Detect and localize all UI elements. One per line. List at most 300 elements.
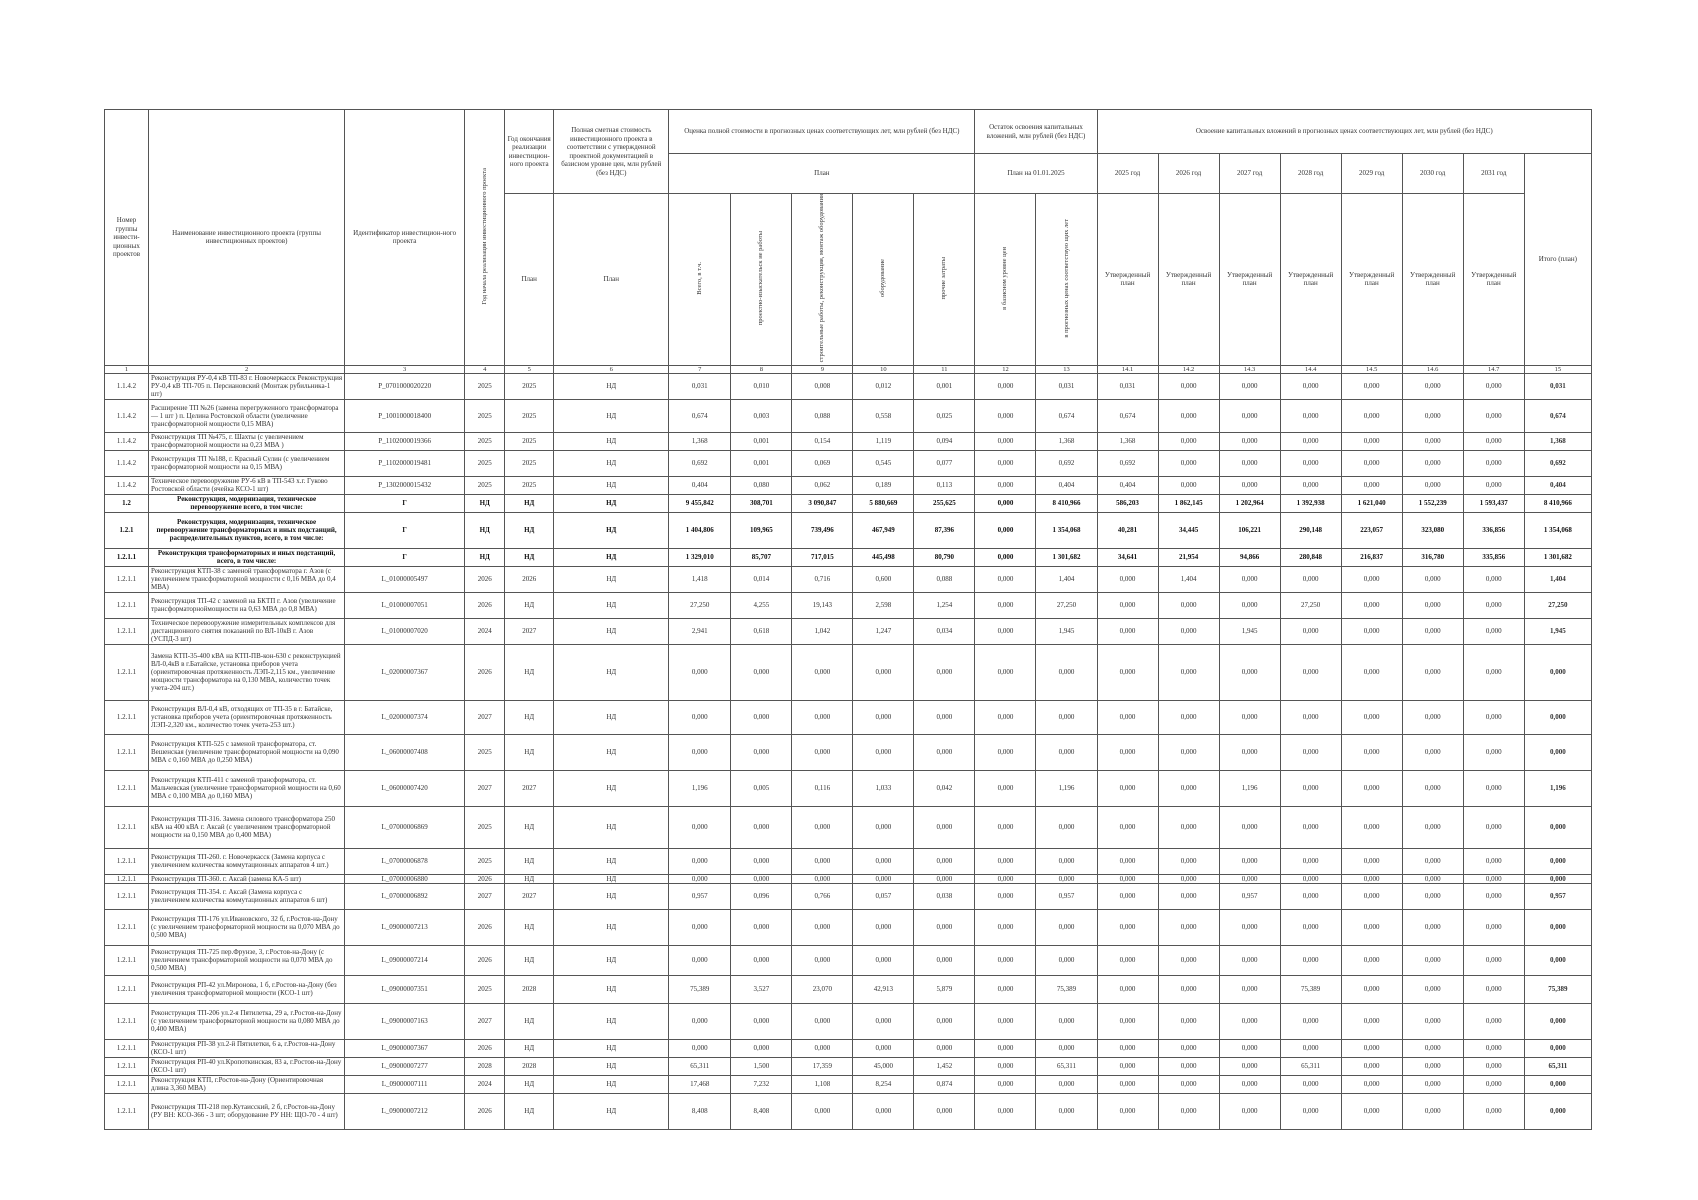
value-cell: 0,000 <box>1158 874 1219 883</box>
total-value-cell: 0,000 <box>1524 909 1591 945</box>
value-cell: 0,000 <box>1463 618 1524 644</box>
header-year-2028: 2028 год <box>1280 154 1341 194</box>
value-cell: 0,000 <box>1219 806 1280 848</box>
value-cell: 0,000 <box>1463 770 1524 806</box>
value-cell: 0,000 <box>975 848 1036 874</box>
estimate-cost-cell: НД <box>554 734 669 770</box>
end-year-cell: 2027 <box>505 618 554 644</box>
value-cell: 0,000 <box>1402 476 1463 494</box>
project-name-cell: Реконструкция РП-40 ул.Кропоткинская, 83 а, г.Ростов-на-Дону (КСО-1 шт) <box>149 1057 345 1075</box>
project-name-cell: Реконструкция ТП №475, г. Шахты (с увеличением трансформаторной мощности на 0,23 МВА ) <box>149 432 345 450</box>
value-cell: 0,000 <box>1097 1075 1158 1093</box>
total-value-cell: 1,368 <box>1524 432 1591 450</box>
column-number: 6 <box>554 365 669 373</box>
value-cell: 1,404 <box>1036 566 1097 592</box>
value-cell: 0,000 <box>1463 476 1524 494</box>
project-name-cell: Реконструкция ТП-316. Замена силового трансформатора 250 кВА на 400 кВА г. Аксай (с увеличением трансформаторной мощности на 0,150 МВА до 0,400 МВА) <box>149 806 345 848</box>
value-cell: 0,000 <box>1341 566 1402 592</box>
table-row <box>105 566 1592 592</box>
header-year-2026: 2026 год <box>1158 154 1219 194</box>
project-name-cell: Реконструкция РУ-0,4 кВ ТП-83 г. Новочеркасск Реконструкция РУ-0,4 кВ ТП-705 п. Персиановский (Монтаж рубильника-1 шт) <box>149 373 345 399</box>
value-cell: 0,000 <box>1280 848 1341 874</box>
value-cell: 1,033 <box>853 770 914 806</box>
value-cell: 0,000 <box>975 874 1036 883</box>
value-cell: 0,000 <box>1463 373 1524 399</box>
value-cell: 739,496 <box>792 512 853 548</box>
value-cell: 0,000 <box>1097 566 1158 592</box>
project-name-cell: Техническое перевооружение РУ-6 кВ в ТП-543 х.г. Гуково Ростовской области (ячейка КСО-1 шт) <box>149 476 345 494</box>
header-cost-other: прочие затраты <box>914 194 975 366</box>
value-cell: 34,641 <box>1097 548 1158 566</box>
value-cell: 106,221 <box>1219 512 1280 548</box>
total-value-cell: 0,000 <box>1524 734 1591 770</box>
value-cell: 216,837 <box>1341 548 1402 566</box>
estimate-cost-cell: НД <box>554 566 669 592</box>
value-cell: 0,000 <box>975 806 1036 848</box>
table-row <box>105 644 1592 700</box>
estimate-cost-cell: НД <box>554 848 669 874</box>
value-cell: 0,000 <box>975 566 1036 592</box>
end-year-cell: 2025 <box>505 399 554 432</box>
value-cell: 0,000 <box>975 700 1036 734</box>
estimate-cost-cell: НД <box>554 883 669 909</box>
value-cell: 223,057 <box>1341 512 1402 548</box>
value-cell: 1,196 <box>669 770 731 806</box>
end-year-cell: 2025 <box>505 432 554 450</box>
project-name-cell: Техническое перевооружение измерительных комплексов для дистанционного снятия показаний по ВЛ-10кВ г. Азов (УСПД-3 шт) <box>149 618 345 644</box>
value-cell: 0,000 <box>975 618 1036 644</box>
value-cell: 0,038 <box>914 883 975 909</box>
project-id-cell: L_09000007111 <box>345 1075 465 1093</box>
value-cell: 0,000 <box>1341 1093 1402 1129</box>
value-cell: 0,000 <box>792 1003 853 1039</box>
group-number-cell: 1.2.1.1 <box>105 770 149 806</box>
value-cell: 0,000 <box>1219 874 1280 883</box>
value-cell: 0,000 <box>1097 909 1158 945</box>
estimate-cost-cell: НД <box>554 1057 669 1075</box>
value-cell: 0,000 <box>1402 734 1463 770</box>
estimate-cost-cell: НД <box>554 373 669 399</box>
value-cell: 0,000 <box>1463 1057 1524 1075</box>
value-cell: 0,545 <box>853 450 914 476</box>
value-cell: 717,015 <box>792 548 853 566</box>
end-year-cell: НД <box>505 806 554 848</box>
end-year-cell: 2028 <box>505 975 554 1003</box>
value-cell: 0,000 <box>1158 618 1219 644</box>
table-row <box>105 874 1592 883</box>
project-id-cell: L_07000006892 <box>345 883 465 909</box>
value-cell: 0,000 <box>1402 566 1463 592</box>
project-name-cell: Реконструкция КТП-411 с заменой трансформатора, ст. Мальчевская (увеличение трансформаторной мощности на 0,60 МВА с 0,100 МВА до 0,160 МВА) <box>149 770 345 806</box>
value-cell: 0,000 <box>1036 909 1097 945</box>
table-row <box>105 1093 1592 1129</box>
end-year-cell: НД <box>505 909 554 945</box>
header-year-2025: 2025 год <box>1097 154 1158 194</box>
start-year-cell: 2025 <box>465 848 505 874</box>
total-value-cell: 1,945 <box>1524 618 1591 644</box>
end-year-cell: НД <box>505 1075 554 1093</box>
value-cell: 0,000 <box>669 1003 731 1039</box>
value-cell: 0,000 <box>1158 399 1219 432</box>
value-cell: 0,000 <box>1219 476 1280 494</box>
table-row <box>105 592 1592 618</box>
project-name-cell: Реконструкция ТП-354. г. Аксай (Замена корпуса с увеличением количества коммутационных аппаратов 6 шт) <box>149 883 345 909</box>
value-cell: 0,001 <box>731 450 792 476</box>
value-cell: 0,000 <box>1402 1075 1463 1093</box>
header-cost-equipment: оборудование <box>853 194 914 366</box>
value-cell: 0,096 <box>731 883 792 909</box>
value-cell: 0,000 <box>1341 874 1402 883</box>
value-cell: 0,000 <box>853 1003 914 1039</box>
group-number-cell: 1.2.1.1 <box>105 975 149 1003</box>
start-year-cell: 2027 <box>465 770 505 806</box>
start-year-cell: 2025 <box>465 399 505 432</box>
value-cell: 23,070 <box>792 975 853 1003</box>
start-year-cell: 2028 <box>465 1057 505 1075</box>
start-year-cell: 2027 <box>465 1003 505 1039</box>
value-cell: 0,000 <box>731 644 792 700</box>
value-cell: 336,856 <box>1463 512 1524 548</box>
value-cell: 0,957 <box>1219 883 1280 909</box>
value-cell: 0,069 <box>792 450 853 476</box>
value-cell: 1,042 <box>792 618 853 644</box>
start-year-cell: 2027 <box>465 700 505 734</box>
value-cell: 0,674 <box>1097 399 1158 432</box>
project-id-cell: P_1302000015432 <box>345 476 465 494</box>
group-number-cell: 1.2.1.1 <box>105 618 149 644</box>
value-cell: 0,000 <box>1280 874 1341 883</box>
value-cell: 94,866 <box>1219 548 1280 566</box>
group-number-cell: 1.2.1.1 <box>105 806 149 848</box>
project-id-cell: L_09000007214 <box>345 945 465 975</box>
header-approved-plan: Утвержденный план <box>1219 194 1280 366</box>
value-cell: 0,000 <box>1463 644 1524 700</box>
value-cell: 0,000 <box>1036 874 1097 883</box>
value-cell: 109,965 <box>731 512 792 548</box>
value-cell: 0,000 <box>853 806 914 848</box>
project-id-cell: L_02000007374 <box>345 700 465 734</box>
value-cell: 0,062 <box>792 476 853 494</box>
value-cell: 0,000 <box>1463 909 1524 945</box>
value-cell: 0,000 <box>669 700 731 734</box>
estimate-cost-cell: НД <box>554 1093 669 1129</box>
value-cell: 0,000 <box>1280 1039 1341 1057</box>
value-cell: 0,077 <box>914 450 975 476</box>
table-row <box>105 883 1592 909</box>
value-cell: 0,674 <box>1036 399 1097 432</box>
value-cell: 0,000 <box>1463 1075 1524 1093</box>
estimate-cost-cell: НД <box>554 592 669 618</box>
project-name-cell: Реконструкция КТП, г.Ростов-на-Дону (Ориентировочная длина 3,360 МВА) <box>149 1075 345 1093</box>
value-cell: 0,000 <box>1341 476 1402 494</box>
value-cell: 0,000 <box>1280 373 1341 399</box>
value-cell: 9 455,842 <box>669 494 731 512</box>
value-cell: 8,408 <box>669 1093 731 1129</box>
total-value-cell: 0,031 <box>1524 373 1591 399</box>
value-cell: 0,031 <box>669 373 731 399</box>
group-number-cell: 1.2.1.1 <box>105 644 149 700</box>
header-start-year: Год начала реализации инвестиционного проекта <box>465 110 505 366</box>
end-year-cell: 2025 <box>505 450 554 476</box>
project-id-cell: P_1102000019366 <box>345 432 465 450</box>
start-year-cell: 2025 <box>465 975 505 1003</box>
table-body <box>105 373 1592 1129</box>
value-cell: 0,000 <box>731 874 792 883</box>
column-number: 14.2 <box>1158 365 1219 373</box>
value-cell: 1 329,010 <box>669 548 731 566</box>
table-row <box>105 1003 1592 1039</box>
value-cell: 1,196 <box>1219 770 1280 806</box>
value-cell: 0,404 <box>1036 476 1097 494</box>
value-cell: 0,000 <box>975 432 1036 450</box>
value-cell: 0,010 <box>731 373 792 399</box>
project-name-cell: Реконструкция ТП-725 пер.Фрунзе, 3, г.Ростов-на-Дону (с увеличением трансформаторной мощности на 0,070 МВА до 0,500 МВА) <box>149 945 345 975</box>
value-cell: 0,000 <box>1219 909 1280 945</box>
value-cell: 0,000 <box>731 1003 792 1039</box>
table-row <box>105 548 1592 566</box>
column-number: 12 <box>975 365 1036 373</box>
value-cell: 0,000 <box>914 1003 975 1039</box>
project-id-cell: P_1102000019481 <box>345 450 465 476</box>
estimate-cost-cell: НД <box>554 1075 669 1093</box>
project-id-cell: L_09000007277 <box>345 1057 465 1075</box>
value-cell: 17,468 <box>669 1075 731 1093</box>
column-number: 8 <box>731 365 792 373</box>
value-cell: 0,000 <box>1036 945 1097 975</box>
value-cell: 0,000 <box>975 1057 1036 1075</box>
start-year-cell: НД <box>465 494 505 512</box>
value-cell: 0,000 <box>1341 700 1402 734</box>
table-row <box>105 618 1592 644</box>
start-year-cell: НД <box>465 548 505 566</box>
value-cell: 0,000 <box>731 848 792 874</box>
value-cell: 0,000 <box>1402 399 1463 432</box>
total-value-cell: 0,000 <box>1524 1075 1591 1093</box>
start-year-cell: 2026 <box>465 644 505 700</box>
column-number: 5 <box>505 365 554 373</box>
end-year-cell: НД <box>505 512 554 548</box>
value-cell: 0,000 <box>1158 373 1219 399</box>
value-cell: 45,000 <box>853 1057 914 1075</box>
value-cell: 0,000 <box>1463 1039 1524 1057</box>
header-full-cost-plan: План <box>669 154 975 194</box>
value-cell: 0,000 <box>975 770 1036 806</box>
project-name-cell: Реконструкция РП-38 ул.2-й Пятилетки, 6 а, г.Ростов-на-Дону (КСО-1 шт) <box>149 1039 345 1057</box>
value-cell: 0,000 <box>1280 945 1341 975</box>
total-value-cell: 1 354,068 <box>1524 512 1591 548</box>
estimate-cost-cell: НД <box>554 1039 669 1057</box>
header-end-year-plan: План <box>505 194 554 366</box>
value-cell: 0,000 <box>1341 644 1402 700</box>
project-name-cell: Реконструкция ВЛ-0,4 кВ, отходящих от ТП-35 в г. Батайске, установка приборов учета (ориентировочная протяженность ЛЭП-2,320 км., количество точек учета-253 шт.) <box>149 700 345 734</box>
end-year-cell: 2025 <box>505 476 554 494</box>
value-cell: 0,000 <box>975 512 1036 548</box>
end-year-cell: НД <box>505 592 554 618</box>
value-cell: 0,000 <box>914 848 975 874</box>
value-cell: 5 880,669 <box>853 494 914 512</box>
estimate-cost-cell: НД <box>554 874 669 883</box>
project-name-cell: Реконструкция ТП-42 с заменой на БКТП г. Азов (увеличение трансформаторноймощности на 0,63 МВА до 0,8 МВА) <box>149 592 345 618</box>
value-cell: 0,000 <box>1097 1057 1158 1075</box>
table-row <box>105 476 1592 494</box>
value-cell: 87,396 <box>914 512 975 548</box>
investment-table-sheet <box>104 109 1592 1130</box>
end-year-cell: 2026 <box>505 566 554 592</box>
estimate-cost-cell: НД <box>554 700 669 734</box>
estimate-cost-cell: НД <box>554 476 669 494</box>
value-cell: 0,000 <box>1341 373 1402 399</box>
project-name-cell: Реконструкция ТП-206 ул.2-я Пятилетка, 29 а, г.Ростов-на-Дону (с увеличением трансформаторной мощности на 0,080 МВА до 0,400 МВА) <box>149 1003 345 1039</box>
value-cell: 1,452 <box>914 1057 975 1075</box>
value-cell: 27,250 <box>1036 592 1097 618</box>
value-cell: 0,034 <box>914 618 975 644</box>
table-row <box>105 373 1592 399</box>
column-number: 14.3 <box>1219 365 1280 373</box>
value-cell: 21,954 <box>1158 548 1219 566</box>
value-cell: 0,000 <box>1402 1057 1463 1075</box>
value-cell: 0,000 <box>1158 700 1219 734</box>
group-number-cell: 1.2.1.1 <box>105 945 149 975</box>
value-cell: 0,000 <box>975 883 1036 909</box>
total-value-cell: 0,000 <box>1524 874 1591 883</box>
header-end-year: Год окончания реализации инвестицион-ного проекта <box>505 110 554 194</box>
table-row <box>105 1075 1592 1093</box>
header-approved-plan: Утвержденный план <box>1097 194 1158 366</box>
value-cell: 0,000 <box>1341 909 1402 945</box>
project-name-cell: Реконструкция ТП-218 пер.Кутаисский, 2 б, г.Ростов-на-Дону (РУ ВН: КСО-366 - 3 шт; оборудование РУ НН: ЩО-70 - 4 шт) <box>149 1093 345 1129</box>
value-cell: 75,389 <box>1036 975 1097 1003</box>
value-cell: 0,000 <box>1036 1003 1097 1039</box>
value-cell: 0,000 <box>1158 945 1219 975</box>
value-cell: 0,000 <box>792 848 853 874</box>
value-cell: 0,000 <box>1158 592 1219 618</box>
value-cell: 0,000 <box>1280 432 1341 450</box>
value-cell: 0,000 <box>1402 644 1463 700</box>
value-cell: 0,000 <box>792 806 853 848</box>
value-cell: 0,000 <box>1463 399 1524 432</box>
value-cell: 0,080 <box>731 476 792 494</box>
start-year-cell: 2025 <box>465 806 505 848</box>
start-year-cell: 2027 <box>465 883 505 909</box>
header-group-number: Номер группы инвести-ционных проектов <box>105 110 149 366</box>
project-name-cell: Замена КТП-35-400 кВА на КТП-ПВ-кон-630 с реконструкцией ВЛ-0,4кВ в г.Батайске, установка приборов учета (ориентировочная протяженность ЛЭП-2,115 км., увеличение мощности трансформатора на 0,130 МВА, количество точек учета-204 шт.) <box>149 644 345 700</box>
header-capex: Освоение капитальных вложений в прогнозных ценах соответствующих лет, млн рублей (без НДС) <box>1097 110 1591 154</box>
value-cell: 0,000 <box>1097 700 1158 734</box>
value-cell: 0,000 <box>1097 734 1158 770</box>
start-year-cell: 2025 <box>465 734 505 770</box>
value-cell: 0,000 <box>853 644 914 700</box>
value-cell: 1,404 <box>1158 566 1219 592</box>
project-id-cell: L_09000007163 <box>345 1003 465 1039</box>
total-value-cell: 27,250 <box>1524 592 1591 618</box>
value-cell: 0,189 <box>853 476 914 494</box>
value-cell: 0,000 <box>1463 432 1524 450</box>
project-name-cell: Реконструкция ТП №188, г. Красный Сулин (с увеличением трансформаторной мощности на 0,15 МВА) <box>149 450 345 476</box>
value-cell: 0,154 <box>792 432 853 450</box>
group-number-cell: 1.2.1.1 <box>105 548 149 566</box>
project-name-cell: Реконструкция ТП-176 ул.Ивановского, 32 б, г.Ростов-на-Дону (с увеличением трансформаторной мощности на 0,070 МВА до 0,500 МВА) <box>149 909 345 945</box>
column-number: 14.7 <box>1463 365 1524 373</box>
value-cell: 1 202,964 <box>1219 494 1280 512</box>
value-cell: 0,000 <box>853 945 914 975</box>
value-cell: 0,000 <box>1402 373 1463 399</box>
value-cell: 1 404,806 <box>669 512 731 548</box>
group-number-cell: 1.2.1.1 <box>105 1003 149 1039</box>
value-cell: 0,000 <box>853 1093 914 1129</box>
value-cell: 27,250 <box>669 592 731 618</box>
start-year-cell: 2024 <box>465 1075 505 1093</box>
value-cell: 3 090,847 <box>792 494 853 512</box>
value-cell: 0,000 <box>1402 909 1463 945</box>
value-cell: 0,000 <box>914 874 975 883</box>
table-row <box>105 432 1592 450</box>
end-year-cell: 2027 <box>505 883 554 909</box>
value-cell: 0,001 <box>731 432 792 450</box>
value-cell: 0,000 <box>731 806 792 848</box>
value-cell: 0,000 <box>669 1039 731 1057</box>
value-cell: 316,780 <box>1402 548 1463 566</box>
project-id-cell: P_1001000018400 <box>345 399 465 432</box>
column-number: 13 <box>1036 365 1097 373</box>
project-id-cell: L_06000007420 <box>345 770 465 806</box>
value-cell: 0,000 <box>1219 566 1280 592</box>
total-value-cell: 0,000 <box>1524 945 1591 975</box>
value-cell: 308,701 <box>731 494 792 512</box>
table-row <box>105 770 1592 806</box>
total-value-cell: 0,000 <box>1524 1039 1591 1057</box>
value-cell: 0,000 <box>1402 975 1463 1003</box>
value-cell: 0,000 <box>1158 975 1219 1003</box>
header-year-2027: 2027 год <box>1219 154 1280 194</box>
value-cell: 1,196 <box>1036 770 1097 806</box>
value-cell: 0,000 <box>914 909 975 945</box>
header-approved-plan: Утвержденный план <box>1280 194 1341 366</box>
value-cell: 1 552,239 <box>1402 494 1463 512</box>
value-cell: 0,000 <box>853 734 914 770</box>
value-cell: 0,000 <box>975 644 1036 700</box>
value-cell: 0,000 <box>1219 399 1280 432</box>
value-cell: 0,014 <box>731 566 792 592</box>
value-cell: 0,000 <box>1463 883 1524 909</box>
value-cell: 0,088 <box>914 566 975 592</box>
value-cell: 0,000 <box>1341 975 1402 1003</box>
estimate-cost-cell: НД <box>554 806 669 848</box>
value-cell: 335,856 <box>1463 548 1524 566</box>
value-cell: 0,000 <box>1219 1075 1280 1093</box>
project-id-cell: L_07000006880 <box>345 874 465 883</box>
end-year-cell: НД <box>505 1093 554 1129</box>
value-cell: 80,790 <box>914 548 975 566</box>
start-year-cell: 2026 <box>465 945 505 975</box>
start-year-cell: 2026 <box>465 909 505 945</box>
header-estimate-plan: План <box>554 194 669 366</box>
value-cell: 40,281 <box>1097 512 1158 548</box>
group-number-cell: 1.2.1 <box>105 512 149 548</box>
value-cell: 0,000 <box>1463 450 1524 476</box>
value-cell: 1 301,682 <box>1036 548 1097 566</box>
value-cell: 0,000 <box>1341 945 1402 975</box>
project-id-cell: Г <box>345 512 465 548</box>
estimate-cost-cell: НД <box>554 494 669 512</box>
column-number: 14.4 <box>1280 365 1341 373</box>
value-cell: 0,600 <box>853 566 914 592</box>
table-row <box>105 700 1592 734</box>
column-number: 2 <box>149 365 345 373</box>
end-year-cell: НД <box>505 494 554 512</box>
value-cell: 0,000 <box>975 909 1036 945</box>
value-cell: 0,716 <box>792 566 853 592</box>
total-value-cell: 65,311 <box>1524 1057 1591 1075</box>
